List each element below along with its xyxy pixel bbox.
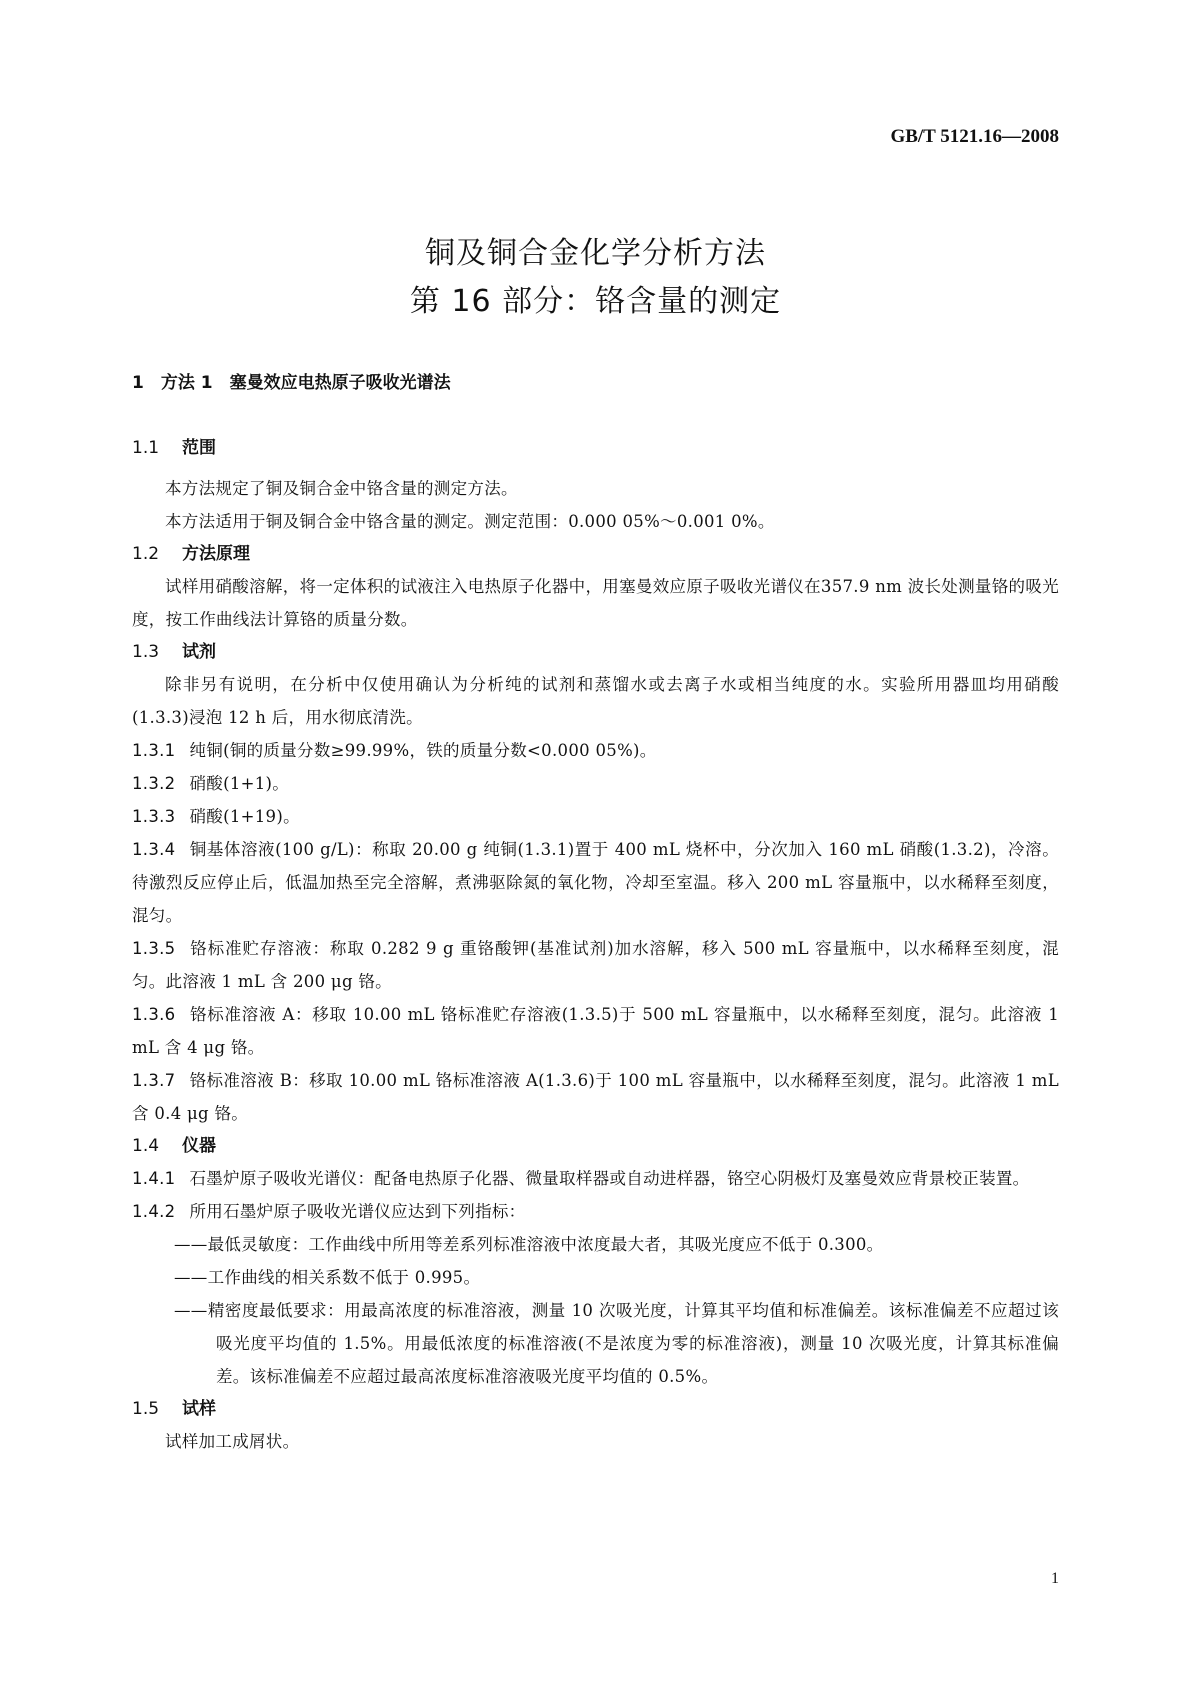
clause-1-3-2 (132, 767, 1059, 800)
clause-1-3-4 (132, 833, 1059, 932)
clause-1-3-5 (132, 932, 1059, 998)
section-number: 1.2 (132, 544, 160, 564)
section-title: 方法原理 (182, 544, 250, 564)
document-title-line1: 铜及铜合金化学分析方法 (425, 236, 766, 271)
clause-number: 1.3.1 (132, 741, 176, 760)
clause-number: 1.3.5 (132, 939, 176, 958)
clause-text: 铬标准贮存溶液：称取 0.282 9 g 重铬酸钾(基准试剂)加水溶解，移入 500 mL 容量瓶中，以水稀释至刻度，混匀。此溶液 1 mL 含 200 μg 铬。 (132, 939, 1059, 991)
page-number: 1 (1051, 1570, 1059, 1587)
clause-number: 1.3.4 (132, 840, 176, 859)
paragraph: 除非另有说明，在分析中仅使用确认为分析纯的试剂和蒸馏水或去离子水或相当纯度的水。实验所用器皿均用硝酸(1.3.3)浸泡 12 h 后，用水彻底清洗。 (132, 675, 1059, 727)
clause-1-4-1 (132, 1162, 1059, 1195)
clause-1-3-6 (132, 998, 1059, 1064)
clause-text: 铬标准溶液 B：移取 10.00 mL 铬标准溶液 A(1.3.6)于 100 mL 容量瓶中，以水稀释至刻度，混匀。此溶液 1 mL 含 0.4 μg 铬。 (132, 1071, 1059, 1123)
clause-1-3-7 (132, 1064, 1059, 1130)
clause-text: 石墨炉原子吸收光谱仪：配备电热原子化器、微量取样器或自动进样器，铬空心阴极灯及塞曼效应背景校正装置。 (189, 1169, 1030, 1188)
section-number: 1.1 (132, 438, 160, 458)
dash-item: ——最低灵敏度：工作曲线中所用等差系列标准溶液中浓度最大者，其吸光度应不低于 0.300。 (174, 1235, 884, 1254)
section-title: 试剂 (182, 642, 216, 662)
paragraph: 本方法适用于铜及铜合金中铬含量的测定。测定范围：0.000 05%～0.001 0%。 (165, 512, 775, 531)
clause-text: 铜基体溶液(100 g/L)：称取 20.00 g 纯铜(1.3.1)置于 400 mL 烧杯中，分次加入 160 mL 硝酸(1.3.2)，冷溶。待激烈反应停止后，低温加热至完全溶解，煮沸驱除氮的氧化物，冷却至室温。移入 200 mL 容量瓶中，以水稀释至刻度，混匀。 (132, 840, 1059, 925)
document-title-line2: 第 16 部分：铬含量的测定 (409, 284, 782, 319)
section-1-5-heading (132, 1393, 1059, 1425)
document-body (132, 370, 1059, 1458)
paragraph: 本方法规定了铜及铜合金中铬含量的测定方法。 (165, 479, 518, 498)
clause-text: 铬标准溶液 A：移取 10.00 mL 铬标准贮存溶液(1.3.5)于 500 mL 容量瓶中，以水稀释至刻度，混匀。此溶液 1 mL 含 4 μg 铬。 (132, 1005, 1059, 1057)
clause-1-3-1 (132, 734, 1059, 767)
paragraph: 试样加工成屑状。 (165, 1432, 300, 1451)
clause-text: 所用石墨炉原子吸收光谱仪应达到下列指标： (189, 1202, 526, 1221)
section-title: 仪器 (182, 1136, 216, 1156)
section-title: 试样 (182, 1399, 216, 1419)
section-1-1-heading (132, 432, 1059, 464)
clause-number: 1.3.3 (132, 807, 176, 826)
section-number: 1.5 (132, 1399, 160, 1419)
clause-number: 1.4.2 (132, 1202, 176, 1221)
dash-item: ——精密度最低要求：用最高浓度的标准溶液，测量 10 次吸光度，计算其平均值和标准偏差。该标准偏差不应超过该吸光度平均值的 1.5%。用最低浓度的标准溶液(不是浓度为零的标准溶液)，测量 10 次吸光度，计算其标准偏差。该标准偏差不应超过最高浓度标准溶液吸光度平均值的 0.5%。 (174, 1301, 1059, 1386)
paragraph: 试样用硝酸溶解，将一定体积的试液注入电热原子化器中，用塞曼效应原子吸收光谱仪在357.9 nm 波长处测量铬的吸光度，按工作曲线法计算铬的质量分数。 (132, 577, 1059, 629)
clause-1-3-3 (132, 800, 1059, 833)
dash-item: ——工作曲线的相关系数不低于 0.995。 (174, 1268, 481, 1287)
section-1-3-heading (132, 636, 1059, 668)
clause-1-4-2 (132, 1195, 1059, 1228)
section-number: 1.3 (132, 642, 160, 662)
clause-number: 1.3.7 (132, 1071, 176, 1090)
clause-number: 1.4.1 (132, 1169, 176, 1188)
section-1-4-heading (132, 1130, 1059, 1162)
section-1-heading: 1 方法 1 塞曼效应电热原子吸收光谱法 (132, 373, 451, 393)
standard-code: GB/T 5121.16—2008 (890, 126, 1059, 147)
section-title: 范围 (182, 438, 216, 458)
section-1-2-heading (132, 538, 1059, 570)
clause-number: 1.3.2 (132, 774, 176, 793)
clause-number: 1.3.6 (132, 1005, 176, 1024)
section-number: 1.4 (132, 1136, 160, 1156)
clause-text: 纯铜(铜的质量分数≥99.99%，铁的质量分数<0.000 05%)。 (189, 741, 657, 760)
clause-text: 硝酸(1+1)。 (189, 774, 290, 793)
clause-text: 硝酸(1+19)。 (189, 807, 300, 826)
